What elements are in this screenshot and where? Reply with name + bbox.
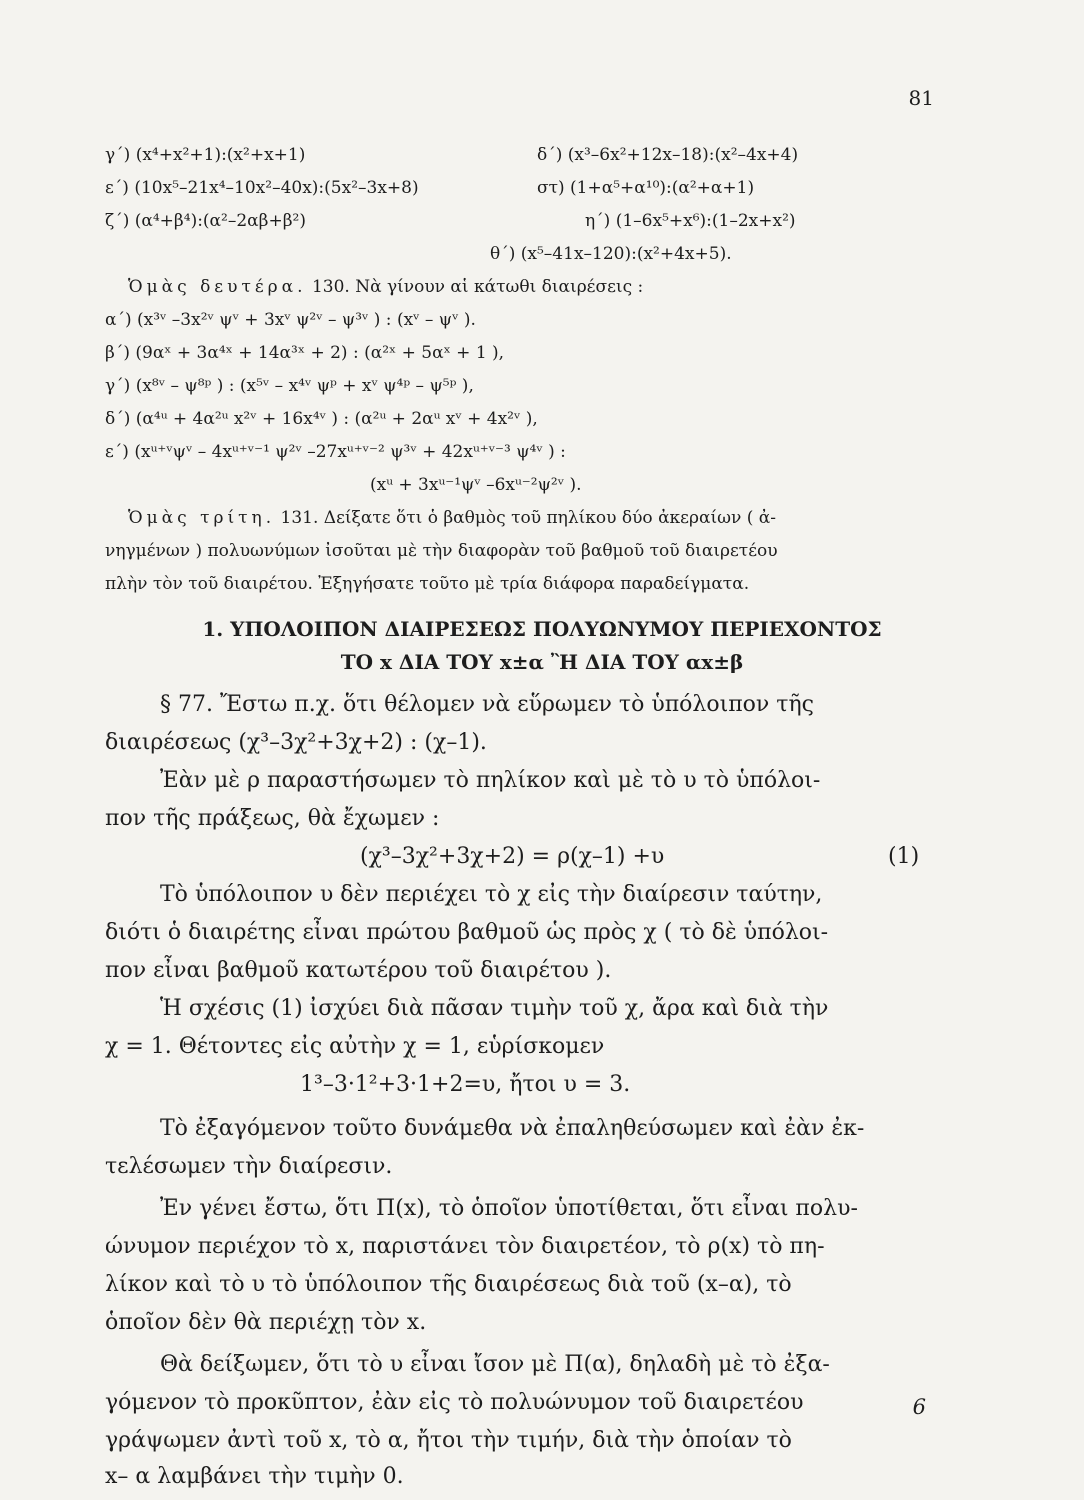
exercise-zeta: ζ΄) (α⁴+β⁴):(α²–2αβ+β²)	[105, 211, 306, 231]
group2-d: δ΄) (α⁴ᵘ + 4α²ᵘ x²ᵛ + 16x⁴ᵛ ) : (α²ᵘ + 2αᵘ xᵛ + 4x²ᵛ ),	[105, 409, 538, 429]
exercise-delta: δ΄) (x³–6x²+12x–18):(x²–4x+4)	[537, 145, 799, 165]
group3-line2: νηγμένων ) πολυωνύμων ἰσοῦται μὲ τὴν διαφορὰν τοῦ βαθμοῦ τοῦ διαιρετέου	[105, 541, 778, 561]
group2-c: γ΄) (x⁸ᵛ – ψ⁸ᵖ ) : (x⁵ᵛ – x⁴ᵛ ψᵖ + xᵛ ψ⁴ᵖ – ψ⁵ᵖ ),	[105, 376, 474, 396]
equation-2: 1³–3·1²+3·1+2=υ, ἤτοι υ = 3.	[300, 1072, 631, 1097]
body-line: x– α λαμβάνει τὴν τιμὴν 0.	[105, 1464, 404, 1489]
body-line: πον εἶναι βαθμοῦ κατωτέρου τοῦ διαιρέτου ).	[105, 958, 612, 983]
exercise-gamma: γ΄) (x⁴+x²+1):(x²+x+1)	[105, 145, 306, 165]
body-line: ὁποῖον δὲν θὰ περιέχῃ τὸν x.	[105, 1310, 427, 1335]
section-heading-2: ΤΟ x ΔΙΑ ΤΟΥ x±α Ἢ ΔΙΑ ΤΟΥ αx±β	[340, 650, 744, 674]
body-line: Θὰ δείξωμεν, ὅτι τὸ υ εἶναι ἴσον μὲ Π(α), δηλαδὴ μὲ τὸ ἐξα-	[160, 1352, 830, 1377]
body-line: πον τῆς πράξεως, θὰ ἔχωμεν :	[105, 806, 440, 831]
group3-line3: πλὴν τὸν τοῦ διαιρέτου. Ἐξηγήσατε τοῦτο μὲ τρία διάφορα παραδείγματα.	[105, 574, 750, 594]
group3-text1: 131. Δείξατε ὅτι ὁ βαθμὸς τοῦ πηλίκου δύο ἀκεραίων ( ἀ-	[280, 508, 776, 528]
group2-intro: 130. Νὰ γίνουν αἱ κάτωθι διαιρέσεις :	[311, 277, 644, 297]
group3-label: Ὁμὰς τρίτη.	[128, 508, 276, 528]
body-line: γράψωμεν ἀντὶ τοῦ x, τὸ α, ἤτοι τὴν τιμήν, διὰ τὴν ὁποίαν τὸ	[105, 1428, 792, 1453]
group2-heading	[128, 277, 643, 297]
group2-label: Ὁμὰς δευτέρα.	[128, 277, 307, 297]
group2-b: β΄) (9αˣ + 3α⁴ˣ + 14α³ˣ + 2) : (α²ˣ + 5αˣ + 1 ),	[105, 343, 505, 363]
body-line: λίκον καὶ τὸ υ τὸ ὑπόλοιπον τῆς διαιρέσεως διὰ τοῦ (x–α), τὸ	[105, 1272, 792, 1297]
body-line: διότι ὁ διαιρέτης εἶναι πρώτου βαθμοῦ ὡς πρὸς χ ( τὸ δὲ ὑπόλοι-	[105, 920, 829, 945]
equation-1: (χ³–3χ²+3χ+2) = ρ(χ–1) +υ	[360, 844, 665, 869]
group2-e1: ε΄) (xᵘ⁺ᵛψᵛ – 4xᵘ⁺ᵛ⁻¹ ψ²ᵛ –27xᵘ⁺ᵛ⁻² ψ³ᵛ + 42xᵘ⁺ᵛ⁻³ ψ⁴ᵛ ) :	[105, 442, 566, 462]
body-line: Ἐὰν μὲ ρ παραστήσωμεν τὸ πηλίκον καὶ μὲ τὸ υ τὸ ὑπόλοι-	[160, 768, 821, 793]
section-heading-1: 1. ΥΠΟΛΟΙΠΟΝ ΔΙΑΙΡΕΣΕΩΣ ΠΟΛΥΩΝΥΜΟΥ ΠΕΡΙΕΧΟΝΤΟΣ	[202, 617, 882, 641]
exercise-theta: θ΄) (x⁵–41x–120):(x²+4x+5).	[490, 244, 732, 264]
body-line: χ = 1. Θέτοντες εἰς αὐτὴν χ = 1, εὑρίσκομεν	[105, 1034, 605, 1059]
exercise-eta: η΄) (1–6x⁵+x⁶):(1–2x+x²)	[585, 211, 796, 231]
body-line: τελέσωμεν τὴν διαίρεσιν.	[105, 1154, 393, 1179]
group3-line1	[128, 508, 776, 528]
body-line: Τὸ ἐξαγόμενον τοῦτο δυνάμεθα νὰ ἐπαληθεύσωμεν καὶ ἐὰν ἐκ-	[160, 1116, 865, 1141]
body-line: διαιρέσεως (χ³–3χ²+3χ+2) : (χ–1).	[105, 730, 487, 755]
page-number: 81	[908, 86, 934, 110]
printer-signature: 6	[912, 1395, 926, 1419]
body-line: Ἐν γένει ἔστω, ὅτι Π(x), τὸ ὁποῖον ὑποτίθεται, ὅτι εἶναι πολυ-	[160, 1196, 858, 1221]
body-line: γόμενον τὸ προκῦπτον, ἐὰν εἰς τὸ πολυώνυμον τοῦ διαιρετέου	[105, 1390, 804, 1415]
exercise-st: στ) (1+α⁵+α¹⁰):(α²+α+1)	[537, 178, 755, 198]
body-line: § 77. Ἔστω π.χ. ὅτι θέλομεν νὰ εὕρωμεν τὸ ὑπόλοιπον τῆς	[160, 692, 814, 717]
body-line: Ἡ σχέσις (1) ἰσχύει διὰ πᾶσαν τιμὴν τοῦ χ, ἄρα καὶ διὰ τὴν	[160, 996, 829, 1021]
exercise-epsilon: ε΄) (10x⁵–21x⁴–10x²–40x):(5x²–3x+8)	[105, 178, 419, 198]
group2-a: α΄) (x³ᵛ –3x²ᵛ ψᵛ + 3xᵛ ψ²ᵛ – ψ³ᵛ ) : (xᵛ – ψᵛ ).	[105, 310, 476, 330]
body-line: Τὸ ὑπόλοιπον υ δὲν περιέχει τὸ χ εἰς τὴν διαίρεσιν ταύτην,	[160, 882, 823, 907]
equation-number: (1)	[888, 844, 920, 869]
body-line: ώνυμον περιέχον τὸ x, παριστάνει τὸν διαιρετέον, τὸ ρ(x) τὸ πη-	[105, 1234, 825, 1259]
group2-e2: (xᵘ + 3xᵘ⁻¹ψᵛ –6xᵘ⁻²ψ²ᵛ ).	[370, 475, 582, 495]
